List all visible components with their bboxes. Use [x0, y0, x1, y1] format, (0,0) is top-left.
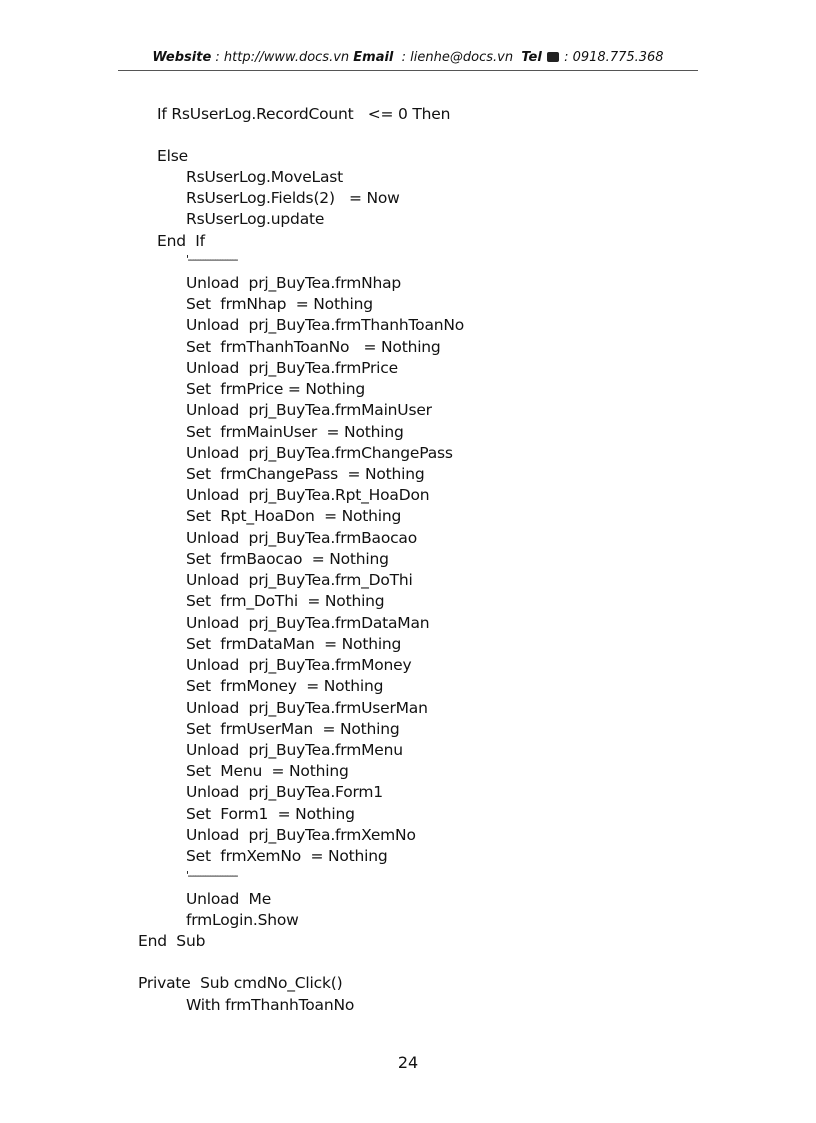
code-line: Set frmMainUser = Nothing — [186, 423, 404, 441]
code-line: Set Form1 = Nothing — [186, 805, 355, 823]
code-line: Unload prj_BuyTea.Form1 — [186, 783, 383, 801]
code-comment: '-------------------- — [186, 869, 237, 882]
code-line: Set frmMoney = Nothing — [186, 677, 384, 695]
code-line: End Sub — [138, 932, 206, 950]
tel-label: Tel — [521, 50, 542, 65]
code-line: Unload prj_BuyTea.Rpt_HoaDon — [186, 486, 430, 504]
code-line: End If — [157, 232, 205, 250]
code-line: Unload prj_BuyTea.frmMoney — [186, 656, 412, 674]
code-line: RsUserLog.update — [186, 210, 325, 228]
code-line: Set frmThanhToanNo = Nothing — [186, 338, 441, 356]
code-line: Unload prj_BuyTea.frmThanhToanNo — [186, 316, 465, 334]
code-line: Unload prj_BuyTea.frm_DoThi — [186, 571, 413, 589]
email-address: : lienhe@docs.vn — [393, 50, 522, 65]
header-divider — [118, 70, 698, 71]
code-line: Unload prj_BuyTea.frmChangePass — [186, 444, 453, 462]
email-label: Email — [353, 50, 394, 65]
code-line: frmLogin.Show — [186, 911, 299, 929]
tel-number: : 0918.775.368 — [559, 50, 664, 65]
code-line: With frmThanhToanNo — [186, 996, 355, 1014]
code-line: Set frmBaocao = Nothing — [186, 550, 389, 568]
code-line: Set frmUserMan = Nothing — [186, 720, 400, 738]
code-line: Unload prj_BuyTea.frmNhap — [186, 274, 402, 292]
code-line: Unload prj_BuyTea.frmXemNo — [186, 826, 416, 844]
code-line: Set Rpt_HoaDon = Nothing — [186, 507, 402, 525]
code-line: Unload prj_BuyTea.frmMainUser — [186, 401, 432, 419]
code-line: Unload prj_BuyTea.frmMenu — [186, 741, 403, 759]
code-line: Set frmChangePass = Nothing — [186, 465, 425, 483]
code-line: Unload Me — [186, 890, 272, 908]
code-line: Set frmNhap = Nothing — [186, 295, 373, 313]
code-line: Set Menu = Nothing — [186, 762, 349, 780]
code-line: Set frm_DoThi = Nothing — [186, 592, 385, 610]
website-url: : http://www.docs.vn — [211, 50, 354, 65]
code-line: Else — [157, 147, 188, 165]
code-line: Unload prj_BuyTea.frmDataMan — [186, 614, 430, 632]
website-label: Website — [152, 50, 212, 65]
code-line: Set frmXemNo = Nothing — [186, 847, 388, 865]
code-line: RsUserLog.MoveLast — [186, 168, 344, 186]
code-line: Set frmPrice = Nothing — [186, 380, 365, 398]
code-line: Set frmDataMan = Nothing — [186, 635, 402, 653]
code-line: Private Sub cmdNo_Click() — [138, 974, 343, 992]
code-line: If RsUserLog.RecordCount <= 0 Then — [157, 105, 451, 123]
code-line: Unload prj_BuyTea.frmUserMan — [186, 699, 428, 717]
page-header — [0, 50, 816, 65]
page-number: 24 — [397, 1053, 419, 1072]
code-line: Unload prj_BuyTea.frmBaocao — [186, 529, 418, 547]
code-line: Unload prj_BuyTea.frmPrice — [186, 359, 398, 377]
phone-icon — [547, 52, 559, 62]
code-line: RsUserLog.Fields(2) = Now — [186, 189, 400, 207]
code-comment: '-------------------- — [186, 253, 237, 266]
